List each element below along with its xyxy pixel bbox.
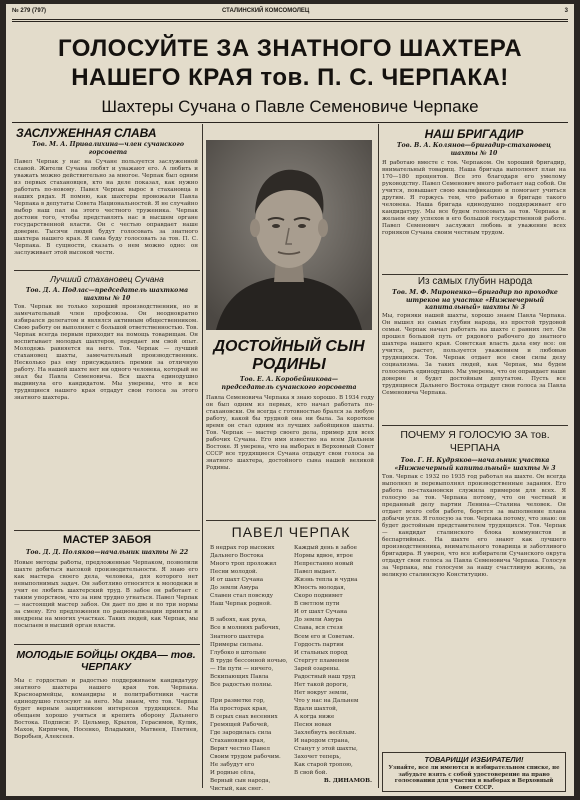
poem-title: ПАВЕЛ ЧЕРПАК (231, 524, 351, 540)
article-byline: Тов. М. А. Привалихина—член сучанского горсовета (32, 141, 184, 156)
article-text: Новые методы работы, предложенные Черпаком, позволили шахте добиться высокой производительности. Я знаю его как мастера своего дела, человека, для которого нет невыполнимых задач. Он заботливо относится к молодежи и учит ее любить шахтерский труд. В забое он работает с таким упорством, что за ним трудно угнаться. Павел Черпак — настоящий мастер забоя. Он дает по две и по три нормы за смену. Его предложения по рационализации приняты и внедрены на многих участках. Таких людей, как Черпак, мы посылаем в высший орган власти. (14, 560, 198, 629)
article-byline: Тов. Д. А. Подлас—председатель шахткома шахты № 10 (25, 287, 189, 302)
article-text: Павла Семеновича Черпака я знаю хорошо. В 1934 году он был одним из первых, кто начал работать по-стахановски. Он всегда с готовностью брался за любую работу, какой бы трудной она ни была. За короткое время он стал одним из лучших забойщиков шахты. Тов. Черпак — мастер своего дела, пример для всех рабочих Сучана. Его имя известно на всем Дальнем Востоке. Я уверена, что на выборах в Верховный Совет СССР все трудящиеся Сучана отдадут свои голоса за знатного шахтера, достойного сына нашей великой Родины. (206, 395, 374, 471)
poem-signature: В. ДИНАМОВ. (323, 778, 372, 784)
newspaper-page (6, 4, 574, 796)
divider (14, 270, 200, 271)
masthead (12, 8, 568, 18)
article-text: Павел Черпак у нас на Сучане пользуется заслуженной славой. Жители Сучана любят и уважают его. А любить и уважать можно действительно за многое. Черпак был одним из первых стахановцев, кто на деле показал, как нужно работать по-новому. Павел Черпак вырос в стахановца в наших рядах. Я помню, как шахтеры провожали Павла Черпака в депутаты Совета Национальностей. Я не случайно выбор наш пал на этого честного труженика. Черпак достоин того, чтобы представлять нас в высшем органе государственной власти. Он с честью оправдает наше доверие. Тысячи людей будут голосовать за знатного шахтера нашего края. Я сама буду голосовать за тов. П. С. Черпака. В сущности, сказать о нем можно одно: он заслуживает этой высокой чести. (14, 159, 198, 256)
headline-line-2: НАШЕГО КРАЯ тов. П. С. ЧЕРПАКА! (71, 64, 509, 91)
headline-line-1: ГОЛОСУЙТЕ ЗА ЗНАТНОГО ШАХТЕРА (57, 35, 523, 62)
article-title: Лучший стахановец Сучана (50, 274, 164, 284)
divider (14, 644, 200, 645)
column-divider (378, 124, 379, 788)
poem-column-1: В недрах гор высоких Дальнего Востока Много троп проложил Песни молодой. И от шахт Сучана До земли Амура Славен стал повсюду Наш Черпак родной. В забоях, как рука, Все в молниях рабочих, Знатного шахтера Примеры сильны. Глубоко в штольне В труде бессонной ночью, — Ни пути — ничего, Вскипающих Павла Все радостью полны. При разметке гор, На просторах края, В серых снах весенних Гремящей Рабочей, Где зародилась сила Стахановцев края, Верит честно Павел Своим трудом рабочим. Не забудут его И родные сёла, Верный сын народа, Чистый, как снег. (210, 545, 288, 793)
article-text: Мы с гордостью и радостью поддерживаем кандидатуру знатного шахтера нашего края тов. Черпака. Красноармейцы, командиры и политработники части единодушно голосуют за него. Мы знаем, что тов. Черпак будет верным защитником интересов трудящихся. Мы обещаем хорошо учиться и крепить оборону Дальнего Востока. Подписи: Р. Цельмер, Крылов, Герасимов, Кулик, Махов, Кирпичев, Носенко, Владыкин, Матвеев, Плетнев, Воробьев, Алексеев. (14, 678, 198, 740)
notice-title: ТОВАРИЩИ ИЗБИРАТЕЛИ! (424, 755, 524, 764)
article-byline: Тов. М. Ф. Мироненко—бригадир по проходке штреков на участке «Нижнечерный капитальный» шахты № 3 (392, 289, 558, 312)
article-title: МОЛОДЫЕ БОЙЦЫ ОКДВА— тов. ЧЕРПАКУ (16, 649, 196, 673)
divider (206, 520, 376, 521)
article-title: НАШ БРИГАДИР (424, 127, 524, 141)
subhead-rule (12, 122, 568, 123)
article-text: Тов. Черпак с 1932 по 1935 год работал на шахте. Он всегда выполнял и перевыполнял производственные задания. Его работа по-стахановски служила примером для всех. Я голосую за тов. Черпака потому, что он честный и преданный делу партии Ленина—Сталина человек. Он отдает всего себя работе, борется за выполнение плана добычи угля. Я голосую за тов. Черпака потому, что знаю: он будет достойным представителем трудящихся. Тов. Черпак — кандидат сталинского блока коммунистов и беспартийных. На шахте его знают как лучшего производственника, внимательного товарища и заботливого бригадира. Я уверен, что все избиратели Сучанского округа отдадут свои голоса за Павла Семеновича Черпака. Голосуя за Черпака, мы голосуем за нашу счастливую жизнь, за великую сталинскую Конституцию. (382, 474, 566, 578)
subheadline: Шахтеры Сучана о Павле Семеновиче Черпаке (101, 97, 479, 116)
column-divider (202, 124, 203, 788)
article-text: Я работаю вместе с тов. Черпаком. Он хороший бригадир, внимательный товарищ. Наша бригада выполняет план на 170—180 процентов. Все это благодаря его умелому руководству. Павел Семенович много работает над собой. Он учится, повышает свою квалификацию и помогает учиться другим. Я горжусь тем, что работаю в бригаде такого человека. Наша бригада единодушно поддерживает его кандидатуру. Мы все будем голосовать за тов. Черпака и желаем ему успехов в его большой государственной работе. Павел Семенович заслужил любовь и уважение всех горняков Сучана своим честным трудом. (382, 160, 566, 236)
paper-name: СТАЛИНСКИЙ КОМСОМОЛЕЦ (222, 8, 310, 14)
article-title: МАСТЕР ЗАБОЯ (62, 534, 151, 546)
divider (382, 425, 568, 426)
article-title: ЗАСЛУЖЕННАЯ СЛАВА (16, 126, 157, 140)
article-title: Из самых глубин народа (417, 276, 533, 287)
article-byline: Тов. Д. Д. Поляков—начальник шахты № 22 (25, 549, 189, 556)
notice-text: Узнайте, все ли имеются в избирательном списке, не забудьте взять с собой удостоверение на право голосования для участия в выборах в Верховный Совет СССР. (388, 765, 560, 791)
voters-notice-box (382, 752, 566, 792)
poem-column-2: Каждый день в забое Нормы вдвое, втрое Непрестанно новый Павел выдает. Жизнь тепла и чудна Юность молодая, Скоро поднимет В светлом пути И от шахт Сучана До земли Амура Слава, вся стезя Всем его и Советам. Гордость партии И стальных пород Стергут пламенем Зарей озарены. Радостный наш труд Нет такой дороги, Нет вокруг земли, Что у нас на Дальнем Вдали шахтой, А когда ниже Песня новая Захлебнуть весёлым. И народом страна, Станут у этой шахты, Захочет теперь, Как старой тропою, В свой бой. (294, 545, 359, 777)
article-byline: Тов. Г. Н. Кудряков—начальник участка «Нижнечерный капитальный» шахты № 3 (394, 457, 556, 472)
masthead-rule-2 (12, 21, 568, 22)
issue-number: № 279 (797) (12, 8, 47, 14)
article-byline: Тов. В. А. Колянов—бригадир-стахановец шахты № 10 (396, 142, 552, 157)
divider (14, 530, 200, 531)
masthead-rule (12, 19, 568, 20)
article-title: ДОСТОЙНЫЙ СЫН РОДИНЫ (213, 338, 365, 373)
portrait-illustration (206, 140, 372, 330)
article-text: Мы, горняки нашей шахты, хорошо знаем Павла Черпака. Он вышел из самых глубин народа, из простой трудовой семьи. Черпак начал работать на шахте с ранних лет. Он прошел большой путь от рядового рабочего до знатного шахтера нашего края. Советская власть дала ему все: он учится, растет, пользуется уважением и любовью трудящихся. Тов. Черпак отдает все свои силы делу социализма. За таких людей, как Черпак, мы будем голосовать единодушно. Мы уверены, что он оправдает наше доверие и будет достойным депутатом. Пусть все трудящиеся Дальнего Востока отдадут свои голоса за Павла Семеновича Черпака. (382, 313, 566, 396)
article-byline: Тов. Е. А. Коробейникова—председатель сучанского горсовета (221, 376, 357, 391)
article-title: ПОЧЕМУ Я ГОЛОСУЮ ЗА тов. ЧЕРПАНА (400, 429, 550, 454)
divider (382, 274, 568, 275)
article-text: Тов. Черпак не только хороший производственник, но и замечательный член профсоюза. Он неоднократно избирался делегатом и являлся активным общественником. Свою работу он выполняет с большой ответственностью. Тов. Черпак всегда первым приходит на помощь товарищам. Он воспитывает молодых шахтеров, передает им свой опыт. Молодежь равняется на него. Тов. Черпак — лучший стахановец шахты, замечательный производственник. Несколько раз ему присуждались премии за отличную работу. На нашей шахте нет ни одного человека, который не знал бы Павла Семеновича. Вся шахта единодушно выдвинула его кандидатом. Мы уверены, что и все трудящиеся нашего края отдадут свои голоса за этого знатного шахтера. (14, 304, 198, 401)
page-number: 3 (564, 8, 568, 14)
portrait-photo (206, 140, 372, 330)
